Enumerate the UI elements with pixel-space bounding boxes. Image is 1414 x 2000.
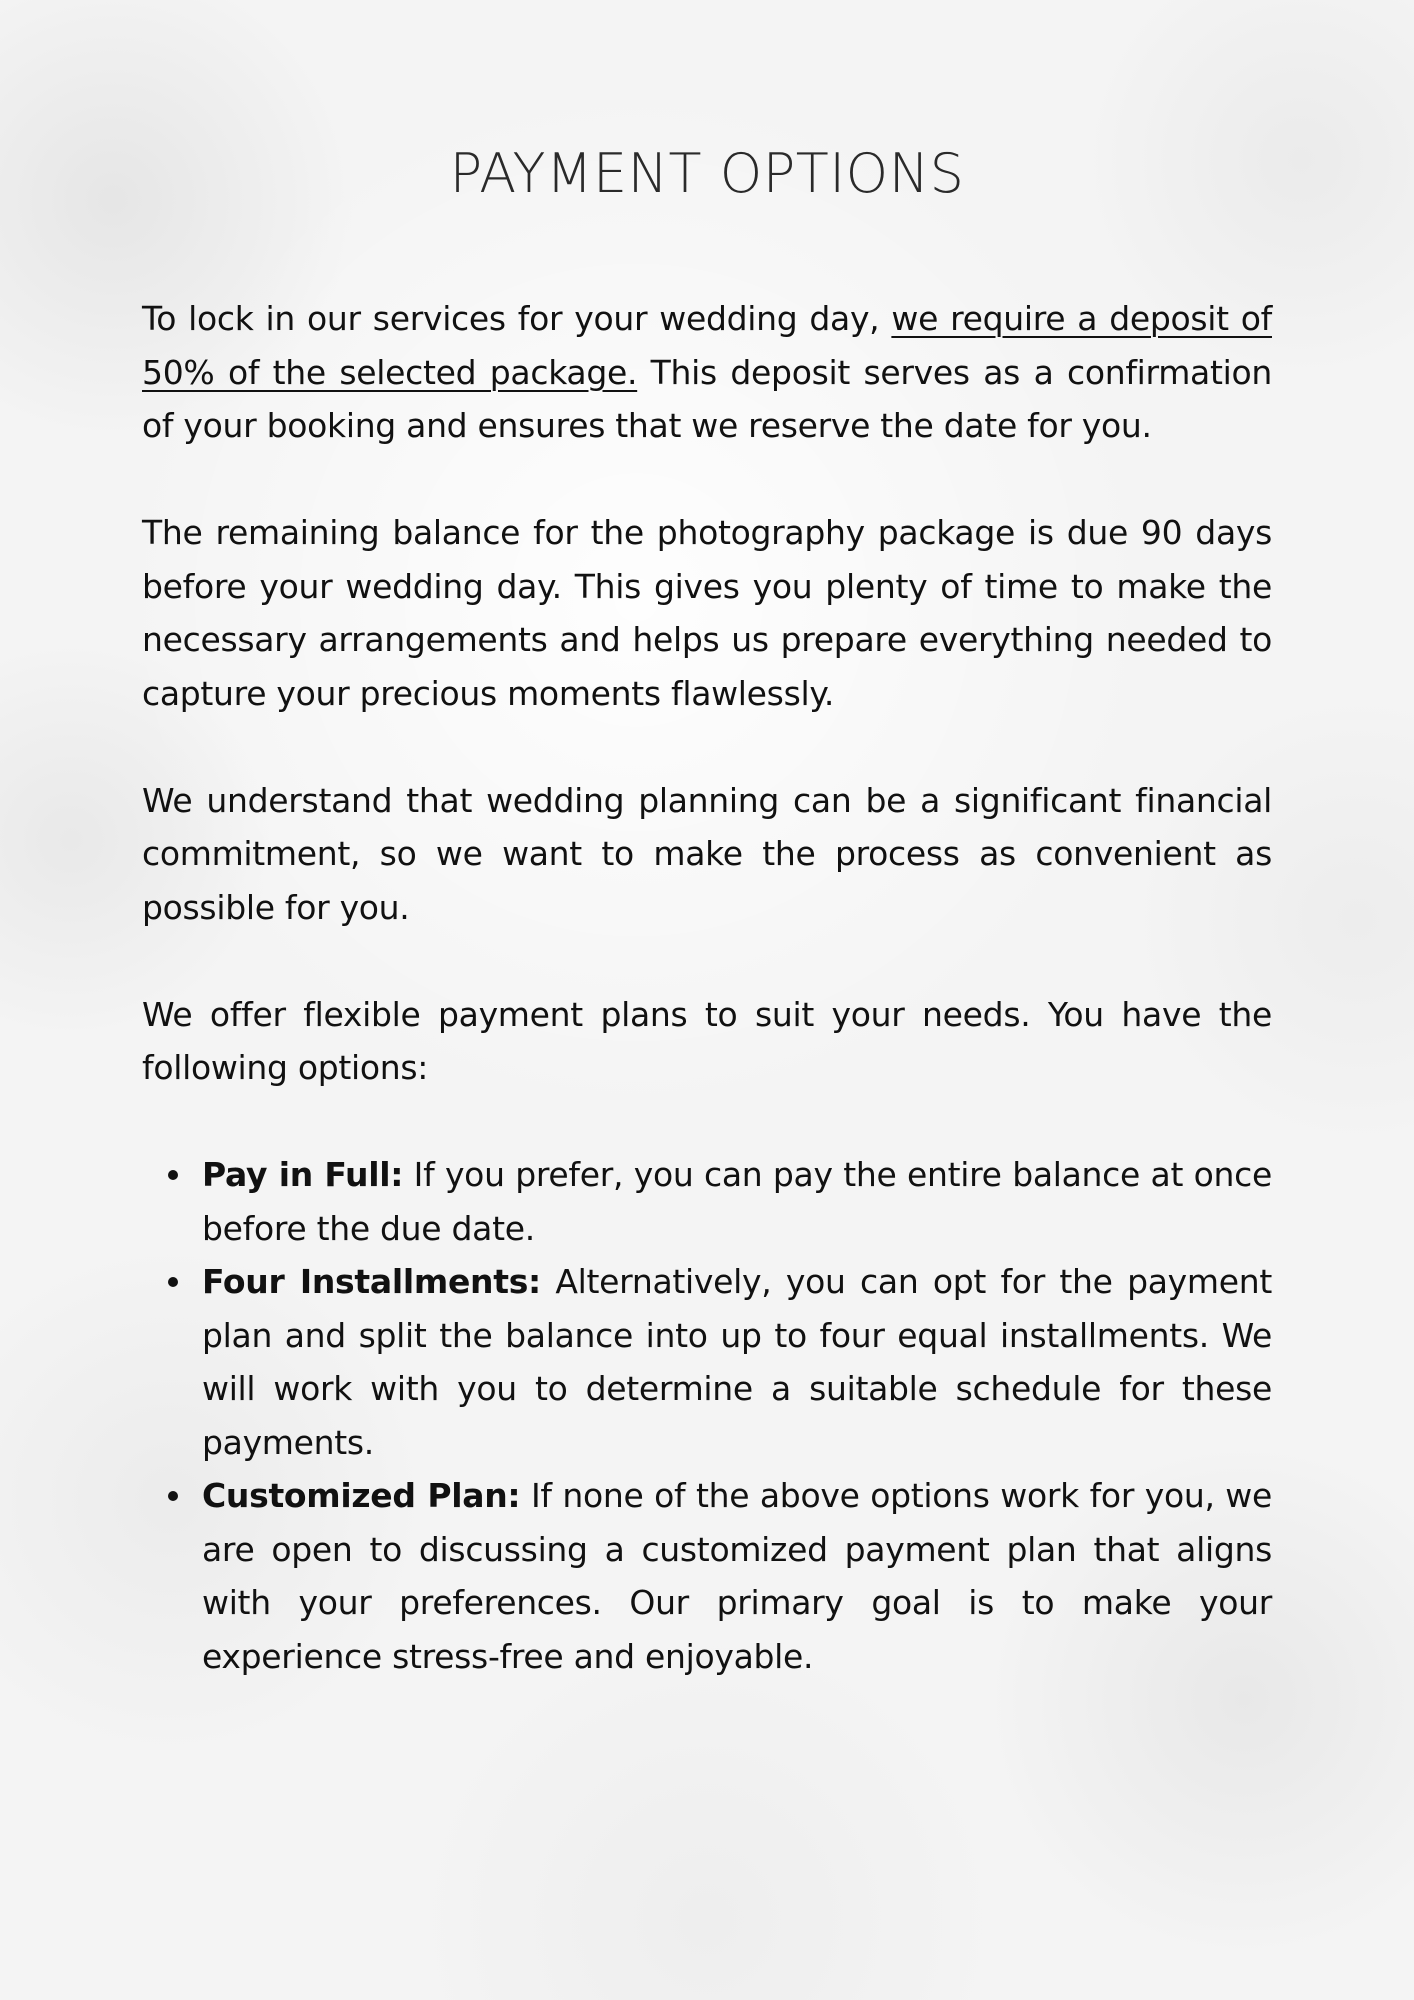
- page-title: PAYMENT OPTIONS: [449, 142, 965, 205]
- bullet-icon: [168, 1277, 178, 1287]
- deposit-paragraph: [142, 292, 1272, 453]
- option-title: Customized Plan:: [202, 1476, 521, 1515]
- option-title: Four Installments:: [202, 1262, 541, 1301]
- document-page: [142, 0, 1272, 1683]
- option-text: Alternatively, you can opt for the payment plan and split the balance into up to four equal installments. We will work with you to determine a suitable schedule for these payments.: [202, 1262, 1273, 1462]
- payment-options-list: [142, 1148, 1272, 1683]
- bullet-icon: [168, 1491, 178, 1501]
- list-item: [202, 1255, 1272, 1469]
- option-title: Pay in Full:: [202, 1155, 404, 1194]
- commitment-paragraph: We understand that wedding planning can be a significant financial commitment, so we want to make the process as convenient as possible for you.: [142, 780, 1272, 927]
- option-text: If you prefer, you can pay the entire balance at once before the due date.: [202, 1155, 1272, 1248]
- balance-paragraph: The remaining balance for the photography package is due 90 days before your wedding day. This gives you plenty of time to make the necessary arrangements and helps us prepare everything needed to capture your precious moments flawlessly.: [142, 513, 1272, 713]
- payment-plans-paragraph: We offer flexible payment plans to suit your needs. You have the following options:: [142, 994, 1272, 1087]
- deposit-text-intro: To lock in our services for your wedding day,: [142, 299, 892, 338]
- bullet-icon: [168, 1170, 178, 1180]
- option-text: If none of the above options work for you, we are open to discussing a customized payment plan that aligns with your preferences. Our primary goal is to make your experience stress-free and enjoyable.: [202, 1476, 1272, 1676]
- deposit-text-rest: This deposit serves as a confirmation of your booking and ensures that we reserve the date for you.: [142, 352, 1272, 445]
- list-item: [202, 1148, 1272, 1255]
- list-item: [202, 1469, 1272, 1683]
- deposit-requirement-underlined: we require a deposit of 50% of the selected package.: [142, 299, 1272, 392]
